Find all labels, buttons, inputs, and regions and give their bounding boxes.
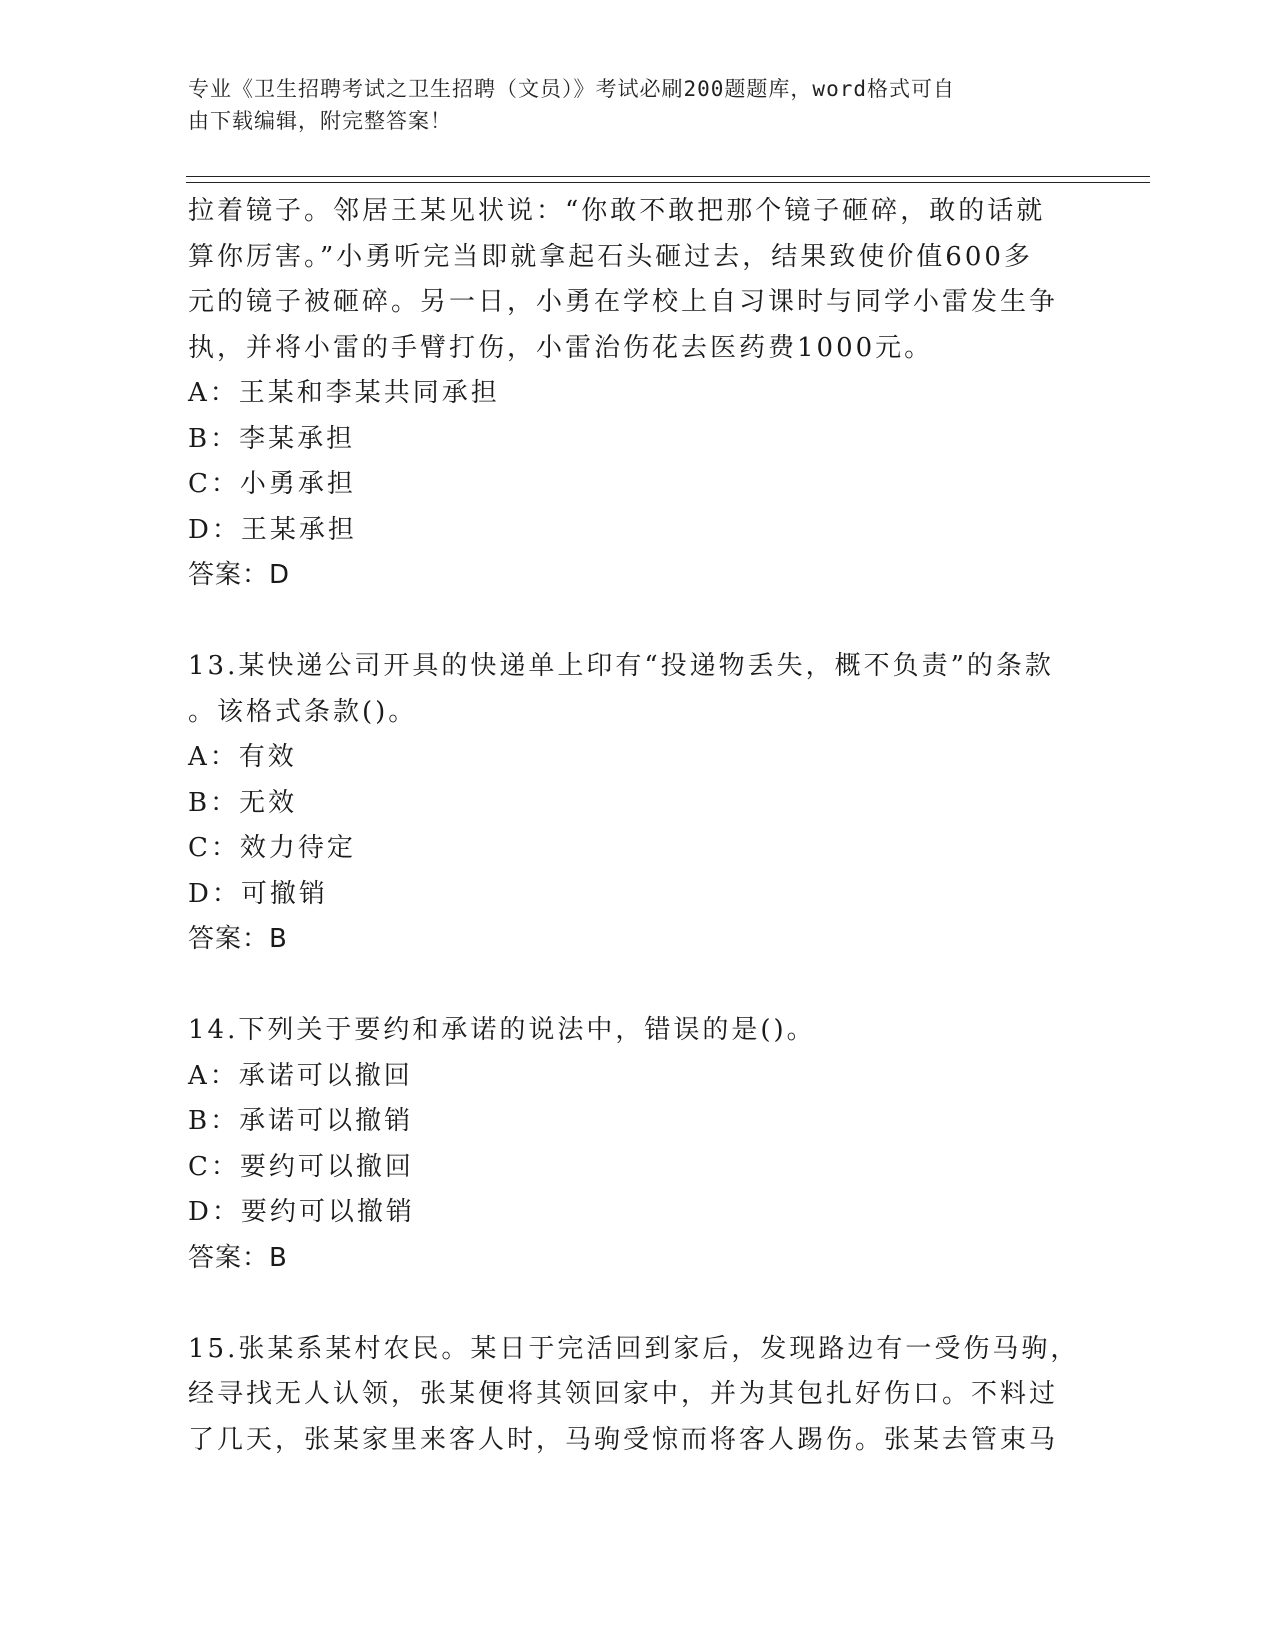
question-text-line: 拉着镜子。邻居王某见状说：“你敢不敢把那个镜子砸碎，敢的话就	[188, 196, 1046, 226]
option-a: A：承诺可以撤回	[188, 1060, 413, 1091]
option-c: C：小勇承担	[188, 469, 356, 499]
document-header	[188, 73, 1068, 137]
option-c: C：要约可以撤回	[188, 1151, 414, 1182]
header-line-1: 专业《卫生招聘考试之卫生招聘（文员）》考试必刷200题题库，word格式可自	[188, 77, 955, 101]
option-d: D：王某承担	[188, 514, 357, 545]
question-13	[188, 644, 1088, 963]
question-text-line: 15.张某系某村农民。某日于完活回到家后，发现路边有一受伤马驹，	[188, 1333, 1080, 1364]
option-b: B：李某承担	[188, 423, 356, 454]
question-text-line: 元的镜子被砸碎。另一日，小勇在学校上自习课时与同学小雷发生争	[188, 287, 1059, 317]
option-d: D：可撤销	[188, 878, 328, 909]
answer-line: 答案：B	[188, 1242, 288, 1273]
question-text-line: 执，并将小雷的手臂打伤，小雷治伤花去医药费1000元。	[188, 332, 934, 363]
option-b: B：无效	[188, 787, 298, 818]
question-text-line: 经寻找无人认领，张某便将其领回家中，并为其包扎好伤口。不料过	[188, 1379, 1059, 1409]
question-14	[188, 1008, 1088, 1281]
question-12	[188, 189, 1088, 599]
option-a: A：王某和李某共同承担	[188, 378, 500, 408]
answer-line: 答案：B	[188, 924, 288, 954]
option-d: D：要约可以撤销	[188, 1197, 415, 1227]
question-text-line: 。该格式条款()。	[188, 696, 418, 727]
option-c: C：效力待定	[188, 833, 356, 863]
header-divider-bottom	[186, 182, 1150, 183]
question-text-line: 了几天，张某家里来客人时，马驹受惊而将客人踢伤。张某去管束马	[188, 1424, 1059, 1455]
question-text-line: 13.某快递公司开具的快递单上印有“投递物丢失，概不负责”的条款	[188, 651, 1054, 681]
option-b: B：承诺可以撤销	[188, 1106, 414, 1136]
question-list	[188, 189, 1088, 1463]
question-15	[188, 1327, 1088, 1464]
question-text-line: 算你厉害。”小勇听完当即就拿起石头砸过去，结果致使价值600多	[188, 241, 1033, 272]
answer-line: 答案：D	[188, 560, 291, 590]
option-a: A：有效	[188, 742, 297, 772]
question-text-line: 14.下列关于要约和承诺的说法中，错误的是()。	[188, 1015, 816, 1045]
header-divider-top	[186, 176, 1150, 177]
header-line-2: 由下载编辑，附完整答案！	[188, 109, 452, 133]
